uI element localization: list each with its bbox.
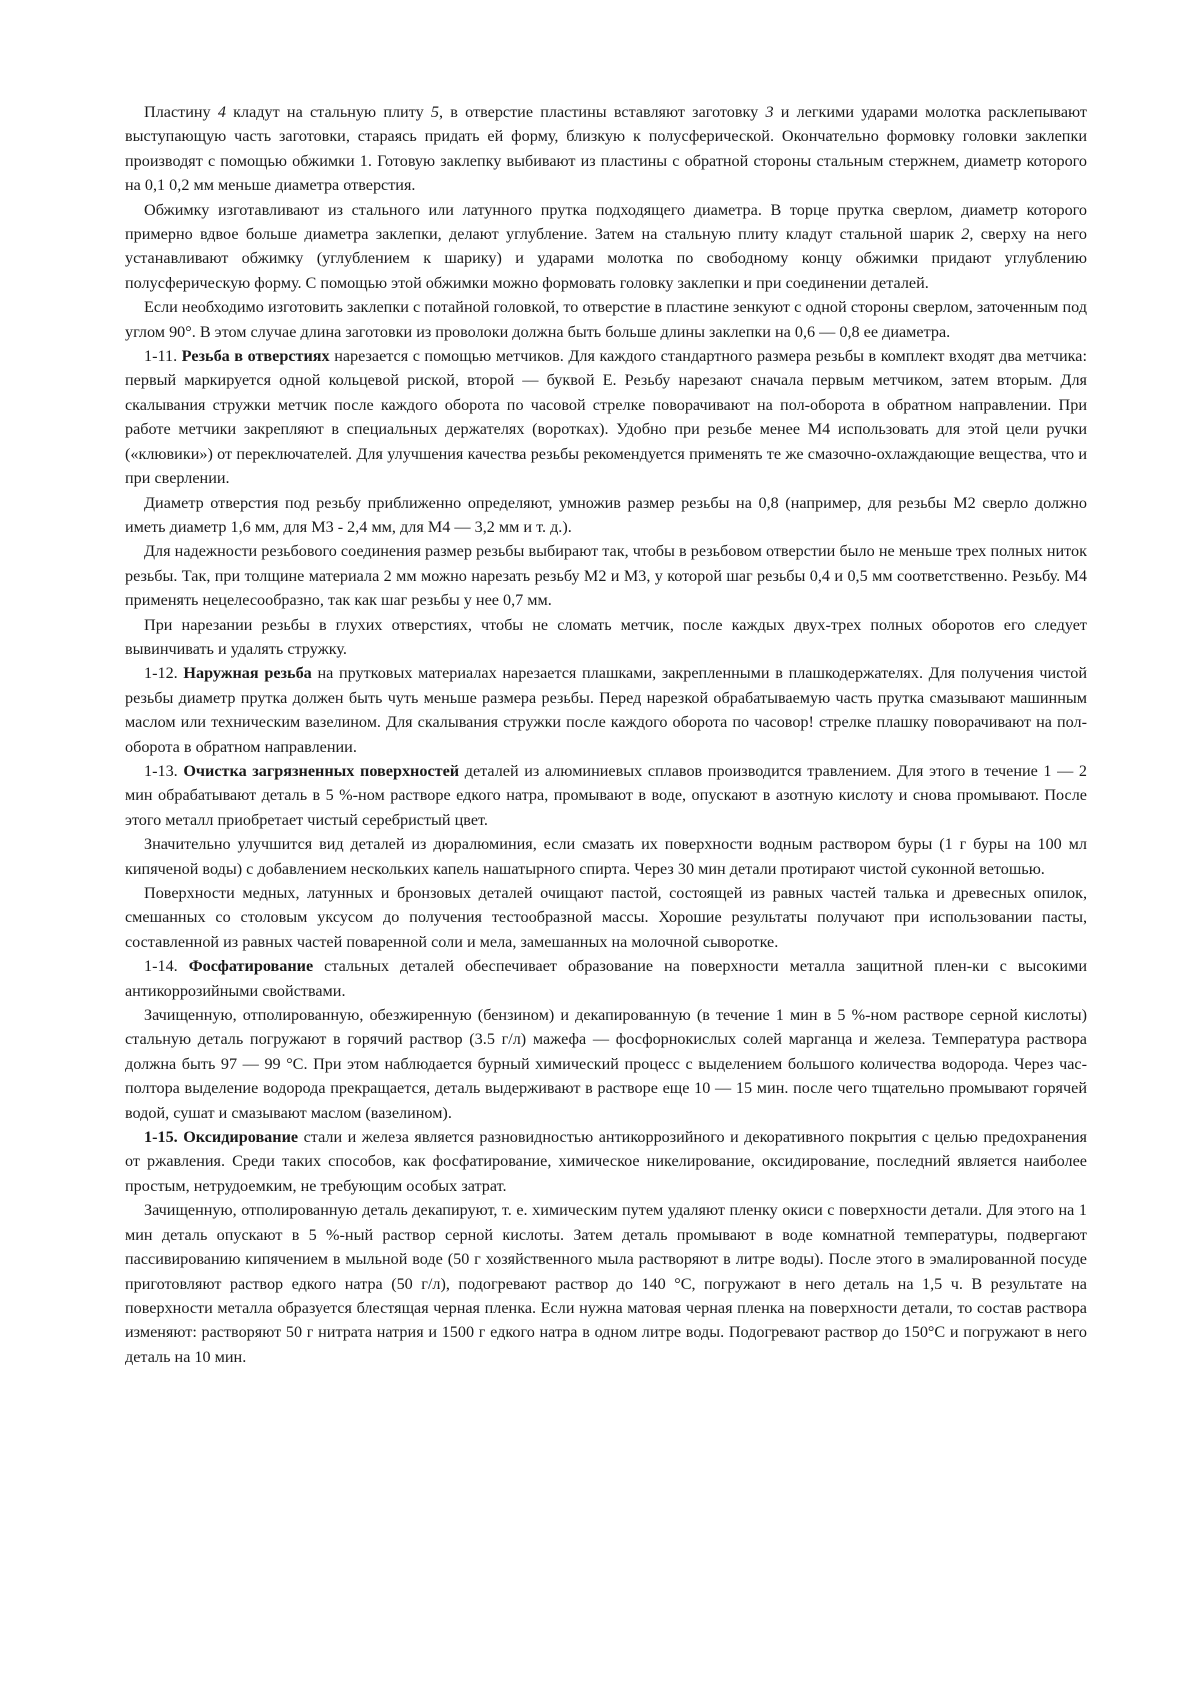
text-run: Значительно улучшится вид деталей из дюралюминия, если смазать их поверхности водным раствором буры (1 г буры на 100 мл кипяченой воды) с добавлением нескольких капель нашатырного спирта. Через 30 мин детали протирают чистой суконной ветошью. (125, 835, 1087, 878)
italic-text: 5 (430, 103, 439, 121)
text-run: кладут на стальную плиту (225, 103, 431, 121)
text-run: Пластину (144, 103, 218, 121)
text-run: 1-14. (144, 957, 189, 976)
paragraph (125, 759, 1087, 832)
italic-text: 4 (217, 103, 226, 121)
paragraph (125, 344, 1087, 490)
text-run: нарезается с помощью метчиков. Для каждого стандартного размера резьбы в комплект входят два метчика: первый маркируется одной кольцевой риской, второй — буквой Е. Резьбу нарезают сначала первым метчиком, затем вторым. Для скалывания стружки метчик после каждого оборота по часовой стрелке поворачивают на пол-оборота в обратном направлении. При работе метчики закрепляют в специальных держателях (воротках). Удобно при резьбе менее М4 использовать для этой цели ручки («клювики») от переключателей. Для улучшения качества резьбы рекомендуется применять те же смазочно-охлаждающие вещества, что и при сверлении. (125, 347, 1087, 488)
paragraph (125, 198, 1087, 296)
text-run: При нарезании резьбы в глухих отверстиях, чтобы не сломать метчик, после каждых двух-трех полных оборотов его следует вывинчивать и удалять стружку. (125, 615, 1087, 658)
paragraph (125, 661, 1087, 759)
text-run: Поверхности медных, латунных и бронзовых деталей очищают пастой, состоящей из равных частей талька и древесных опилок, смешанных со столовым уксусом до получения тестообразной массы. Хорошие результаты получают при использовании пасты, составленной из равных частей поваренной соли и мела, замешанных на молочной сыворотке. (125, 884, 1087, 951)
paragraph (125, 881, 1087, 954)
text-run: Диаметр отверстия под резьбу приближенно определяют, умножив размер резьбы на 0,8 (например, для резьбы М2 сверло должно иметь диаметр 1,6 мм, для М3 - 2,4 мм, для М4 — 3,2 мм и т. д.). (125, 493, 1087, 536)
text-run: , в отверстие пластины вставляют заготовку (439, 103, 766, 121)
document-page (125, 100, 1087, 1369)
paragraph (125, 1198, 1087, 1369)
paragraph (125, 100, 1087, 198)
paragraph (125, 491, 1087, 540)
bold-text: Резьба в отверстиях (181, 347, 330, 366)
italic-text: 3 (765, 103, 774, 121)
bold-text: Оксидирование (183, 1128, 299, 1147)
text-run: деталей из алюминиевых сплавов производится травлением. Для этого в течение 1 — 2 мин обрабатывают деталь в 5 %-ном растворе едкого натра, промывают в воде, опускают в азотную кислоту и снова промывают. После этого металл приобретает чистый серебристый цвет. (125, 761, 1087, 829)
text-run: Обжимку изготавливают из стального или латунного прутка подходящего диаметра. В торце прутка сверлом, диаметр которого примерно вдвое больше диаметра заклепки, делают углубление. Затем на стальную плиту кладут стальной шарик (125, 200, 1087, 244)
bold-text: 1-15. (144, 1128, 184, 1147)
paragraph (125, 613, 1087, 662)
paragraph (125, 832, 1087, 881)
text-run: на прутковых материалах нарезается плашками, закрепленными в плашкодержателях. Для получения чистой резьбы диаметр прутка должен быть чуть меньше размера резьбы. Перед нарезкой обрабатываемую часть прутка смазывают машинным маслом или техническим вазелином. Для скалывания стружки после каждого оборота по часовор! стрелке плашку поворачивают на пол-оборота в обратном направлении. (125, 664, 1088, 756)
paragraph (125, 954, 1087, 1003)
bold-text: Наружная резьба (183, 664, 312, 683)
text-run: и легкими ударами молотка расклепывают выступающую часть заготовки, стараясь придать ей форму, близкую к полусферической. Окончательно формовку головки заклепки производят с помощью обжимки 1. Готовую заклепку выбивают из пластины с обратной стороны стальным стержнем, диаметр которого на 0,1 0,2 мм меньше диаметра отверстия. (125, 103, 1087, 195)
italic-text: 2, (961, 225, 974, 244)
bold-text: Фосфатирование (188, 957, 314, 976)
text-run: 1-13. (144, 761, 184, 780)
paragraph (125, 1125, 1087, 1198)
text-run: Если необходимо изготовить заклепки с потайной головкой, то отверстие в пластине зенкуют с одной стороны сверлом, заточенным под углом 90°. В этом случае длина заготовки из проволоки должна быть больше длины заклепки на 0,6 — 0,8 ее диаметра. (125, 298, 1087, 341)
text-run: Зачищенную, отполированную деталь декапируют, т. е. химическим путем удаляют пленку окиси с поверхности детали. Для этого на 1 мин деталь опускают в 5 %-ный раствор серной кислоты. Затем деталь промывают в воде комнатной температуры, подвергают пассивированию кипячением в мыльной воде (50 г хозяйственного мыла растворяют в литре воды). После этого в эмалированной посуде приготовляют раствор едкого натра (50 г/л), подогревают раствор до 140 °С, погружают в него деталь на 1,5 ч. В результате на поверхности металла образуется блестящая черная пленка. Если нужна матовая черная пленка на поверхности детали, то состав раствора изменяют: растворяют 50 г нитрата натрия и 1500 г едкого натра в одном литре воды. Подогревают раствор до 150°С и погружают в него деталь на 10 мин. (125, 1201, 1087, 1366)
text-run: 1-12. (144, 664, 184, 683)
text-run: стальных деталей обеспечивает образование на поверхности металла защитной плен-ки с высокими антикоррозийными свойствами. (125, 957, 1088, 1000)
text-run: стали и железа является разновидностью антикоррозийного и декоративного покрытия с целью предохранения от ржавления. Среди таких способов, как фосфатирование, химическое никелирование, оксидирование, последний является наиболее простым, нетрудоемким, не требующим особых затрат. (125, 1128, 1088, 1195)
paragraph (125, 1003, 1087, 1125)
paragraph (125, 539, 1087, 612)
text-run: Зачищенную, отполированную, обезжиренную (бензином) и декапированную (в течение 1 мин в 5 %-ном растворе серной кислоты) стальную деталь погружают в горячий раствор (3.5 г/л) мажефа — фосфорнокислых солей марганца и железа. Температура раствора должна быть 97 — 99 °С. При этом наблюдается бурный химический процесс с выделением большого количества водорода. Через час-полтора выделение водорода прекращается, деталь выдерживают в растворе еще 10 — 15 мин. после чего тщательно промывают горячей водой, сушат и смазывают маслом (вазелином). (125, 1006, 1087, 1122)
text-run: Для надежности резьбового соединения размер резьбы выбирают так, чтобы в резьбовом отверстии было не меньше трех полных ниток резьбы. Так, при толщине материала 2 мм можно нарезать резьбу М2 и М3, у которой шаг резьбы 0,4 и 0,5 мм соответственно. Резьбу. М4 применять нецелесообразно, так как шаг резьбы у нее 0,7 мм. (125, 542, 1087, 610)
text-run: 1-11. (144, 347, 182, 366)
paragraph (125, 295, 1087, 344)
bold-text: Очистка загрязненных поверхностей (183, 761, 460, 780)
text-run: сверху на него устанавливают обжимку (углублением к шарику) и ударами молотка по свободному концу обжимки придают углублению полусферическую форму. С помощью этой обжимки можно формовать головку заклепки и при соединении деталей. (125, 225, 1088, 292)
